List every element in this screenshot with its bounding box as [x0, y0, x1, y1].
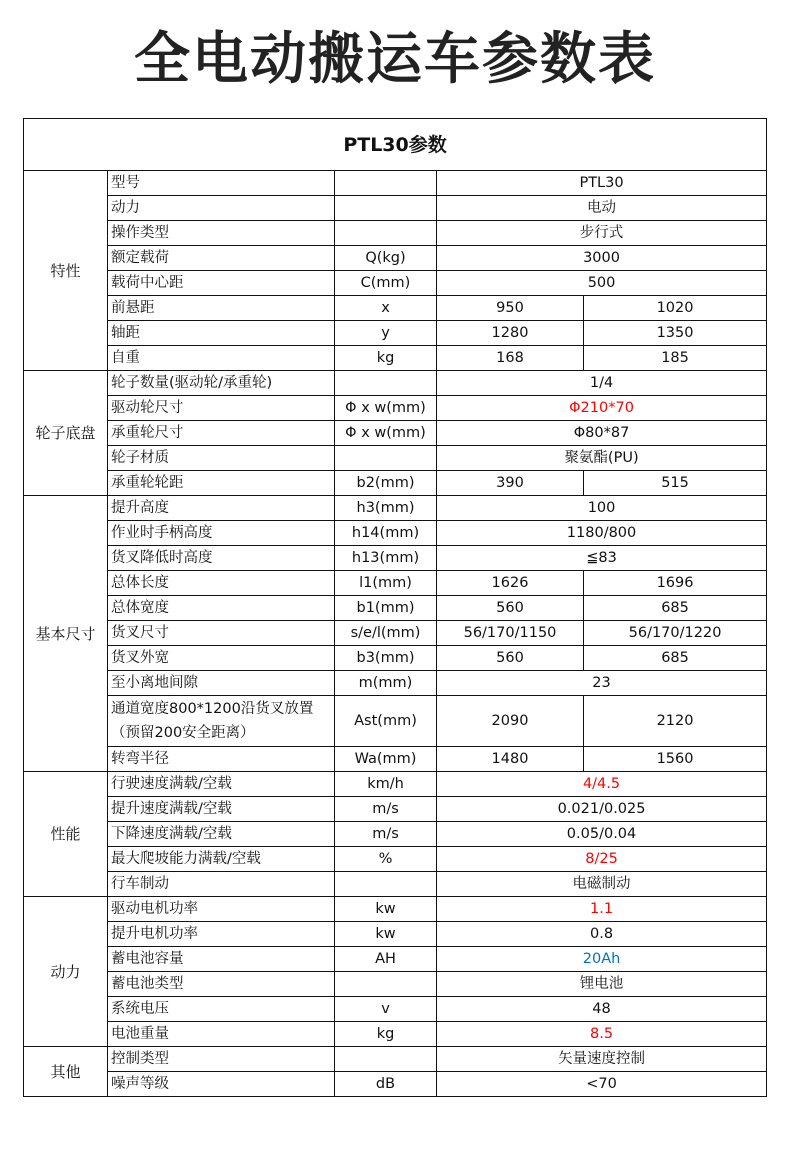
param-value: 3000: [437, 246, 767, 271]
page-title: 全电动搬运车参数表: [134, 27, 656, 92]
section-category: 轮子底盘: [24, 371, 108, 496]
param-name: 额定载荷: [108, 246, 335, 271]
section-category: 特性: [24, 171, 108, 371]
table-row: [24, 947, 767, 972]
param-name: 提升速度满载/空载: [108, 797, 335, 822]
section-category: 其他: [24, 1047, 108, 1097]
param-value: 48: [437, 997, 767, 1022]
param-value-variant-a: 560: [437, 646, 584, 671]
table-header: PTL30参数: [24, 119, 767, 171]
param-value-variant-a: 390: [437, 471, 584, 496]
param-name: 转弯半径: [108, 747, 335, 772]
param-name: 最大爬坡能力满载/空载: [108, 847, 335, 872]
param-name: 操作类型: [108, 221, 335, 246]
param-value: 1180/800: [437, 521, 767, 546]
table-row: [24, 521, 767, 546]
table-row: [24, 797, 767, 822]
param-name: 轮子材质: [108, 446, 335, 471]
param-unit: b3(mm): [335, 646, 437, 671]
param-name: 轴距: [108, 321, 335, 346]
param-unit: %: [335, 847, 437, 872]
param-value-variant-b: 1696: [584, 571, 767, 596]
param-unit: x: [335, 296, 437, 321]
param-unit: s/e/l(mm): [335, 621, 437, 646]
param-value: 1.1: [437, 897, 767, 922]
table-row: [24, 646, 767, 671]
param-value: 23: [437, 671, 767, 696]
param-value-variant-b: 1560: [584, 747, 767, 772]
param-value: 1/4: [437, 371, 767, 396]
param-unit: m/s: [335, 797, 437, 822]
param-value-variant-a: 1480: [437, 747, 584, 772]
param-name: 系统电压: [108, 997, 335, 1022]
param-value: <70: [437, 1072, 767, 1097]
table-row: [24, 922, 767, 947]
table-row: [24, 872, 767, 897]
param-value: 0.021/0.025: [437, 797, 767, 822]
param-unit: m/s: [335, 822, 437, 847]
param-name: 总体宽度: [108, 596, 335, 621]
table-row: [24, 621, 767, 646]
param-name: 货叉外宽: [108, 646, 335, 671]
table-row: [24, 972, 767, 997]
param-value-variant-b: 56/170/1220: [584, 621, 767, 646]
param-name: 蓄电池容量: [108, 947, 335, 972]
table-row: [24, 371, 767, 396]
param-value: 聚氨酯(PU): [437, 446, 767, 471]
param-unit: b2(mm): [335, 471, 437, 496]
table-row: [24, 321, 767, 346]
param-unit: [335, 371, 437, 396]
table-row: [24, 747, 767, 772]
param-value-variant-a: 560: [437, 596, 584, 621]
param-unit: l1(mm): [335, 571, 437, 596]
table-row: [24, 496, 767, 521]
param-name: 至小离地间隙: [108, 671, 335, 696]
param-unit: [335, 972, 437, 997]
param-unit: [335, 446, 437, 471]
param-name: 驱动轮尺寸: [108, 396, 335, 421]
param-value: Φ210*70: [437, 396, 767, 421]
param-value-variant-b: 2120: [584, 696, 767, 747]
param-unit: [335, 1047, 437, 1072]
param-name: 噪声等级: [108, 1072, 335, 1097]
param-name: 动力: [108, 196, 335, 221]
param-value-variant-a: 56/170/1150: [437, 621, 584, 646]
param-name: 电池重量: [108, 1022, 335, 1047]
param-name: 前悬距: [108, 296, 335, 321]
param-name: 型号: [108, 171, 335, 196]
param-unit: Ast(mm): [335, 696, 437, 747]
table-row: [24, 571, 767, 596]
table-row: [24, 171, 767, 196]
param-unit: b1(mm): [335, 596, 437, 621]
table-row: [24, 346, 767, 371]
table-row: [24, 471, 767, 496]
param-value-variant-b: 1020: [584, 296, 767, 321]
param-unit: v: [335, 997, 437, 1022]
param-value: 100: [437, 496, 767, 521]
param-name: 下降速度满载/空载: [108, 822, 335, 847]
section-category: 基本尺寸: [24, 496, 108, 772]
param-value-variant-a: 1280: [437, 321, 584, 346]
param-name: [108, 696, 335, 747]
param-name: 作业时手柄高度: [108, 521, 335, 546]
table-row: [24, 822, 767, 847]
table-row: [24, 1047, 767, 1072]
param-name: 行驶速度满载/空载: [108, 772, 335, 797]
param-name: 提升高度: [108, 496, 335, 521]
param-unit: h13(mm): [335, 546, 437, 571]
table-row: [24, 221, 767, 246]
table-row: [24, 421, 767, 446]
section-category: 动力: [24, 897, 108, 1047]
param-unit: h3(mm): [335, 496, 437, 521]
table-header-row: [24, 119, 767, 171]
table-row: [24, 596, 767, 621]
param-name: 蓄电池类型: [108, 972, 335, 997]
param-value-variant-a: 2090: [437, 696, 584, 747]
table-row: [24, 696, 767, 747]
param-unit: [335, 196, 437, 221]
table-row: [24, 1072, 767, 1097]
param-name: 自重: [108, 346, 335, 371]
param-name: 货叉尺寸: [108, 621, 335, 646]
param-unit: kw: [335, 897, 437, 922]
param-value: 4/4.5: [437, 772, 767, 797]
param-name-line1: 通道宽度800*1200沿货叉放置: [111, 701, 314, 717]
param-unit: Q(kg): [335, 246, 437, 271]
param-name: 轮子数量(驱动轮/承重轮): [108, 371, 335, 396]
table-row: [24, 546, 767, 571]
param-name: 控制类型: [108, 1047, 335, 1072]
param-unit: y: [335, 321, 437, 346]
param-name: 承重轮尺寸: [108, 421, 335, 446]
param-name: 承重轮轮距: [108, 471, 335, 496]
table-row: [24, 1022, 767, 1047]
param-unit: Φ x w(mm): [335, 421, 437, 446]
param-unit: Wa(mm): [335, 747, 437, 772]
table-row: [24, 671, 767, 696]
table-row: [24, 196, 767, 221]
param-value: PTL30: [437, 171, 767, 196]
param-value: 步行式: [437, 221, 767, 246]
table-row: [24, 246, 767, 271]
param-value-variant-b: 685: [584, 596, 767, 621]
param-unit: km/h: [335, 772, 437, 797]
param-name: 载荷中心距: [108, 271, 335, 296]
param-name-line2: （预留200安全距离）: [111, 725, 255, 741]
spec-table: [23, 118, 767, 1097]
param-unit: dB: [335, 1072, 437, 1097]
param-name: 驱动电机功率: [108, 897, 335, 922]
param-value-variant-b: 515: [584, 471, 767, 496]
param-value-variant-a: 950: [437, 296, 584, 321]
param-value-variant-a: 168: [437, 346, 584, 371]
param-value: 20Ah: [437, 947, 767, 972]
param-unit: AH: [335, 947, 437, 972]
param-value: 0.05/0.04: [437, 822, 767, 847]
param-value: 锂电池: [437, 972, 767, 997]
param-value-variant-a: 1626: [437, 571, 584, 596]
table-row: [24, 772, 767, 797]
param-value-variant-b: 185: [584, 346, 767, 371]
param-name: 货叉降低时高度: [108, 546, 335, 571]
param-name: 提升电机功率: [108, 922, 335, 947]
section-category: 性能: [24, 772, 108, 897]
param-value: 0.8: [437, 922, 767, 947]
param-unit: kg: [335, 1022, 437, 1047]
table-row: [24, 897, 767, 922]
param-name: 行车制动: [108, 872, 335, 897]
param-unit: h14(mm): [335, 521, 437, 546]
param-unit: m(mm): [335, 671, 437, 696]
param-value: 矢量速度控制: [437, 1047, 767, 1072]
param-unit: C(mm): [335, 271, 437, 296]
param-value: 500: [437, 271, 767, 296]
param-name: 总体长度: [108, 571, 335, 596]
param-unit: kw: [335, 922, 437, 947]
param-value: 8.5: [437, 1022, 767, 1047]
table-row: [24, 396, 767, 421]
table-row: [24, 271, 767, 296]
param-value: Φ80*87: [437, 421, 767, 446]
param-value-variant-b: 1350: [584, 321, 767, 346]
param-value: 8/25: [437, 847, 767, 872]
param-unit: Φ x w(mm): [335, 396, 437, 421]
table-row: [24, 296, 767, 321]
table-row: [24, 446, 767, 471]
table-row: [24, 997, 767, 1022]
table-row: [24, 847, 767, 872]
param-value: 电动: [437, 196, 767, 221]
param-unit: [335, 872, 437, 897]
param-unit: [335, 221, 437, 246]
param-unit: kg: [335, 346, 437, 371]
param-value: ≦83: [437, 546, 767, 571]
param-value: 电磁制动: [437, 872, 767, 897]
param-value-variant-b: 685: [584, 646, 767, 671]
param-unit: [335, 171, 437, 196]
